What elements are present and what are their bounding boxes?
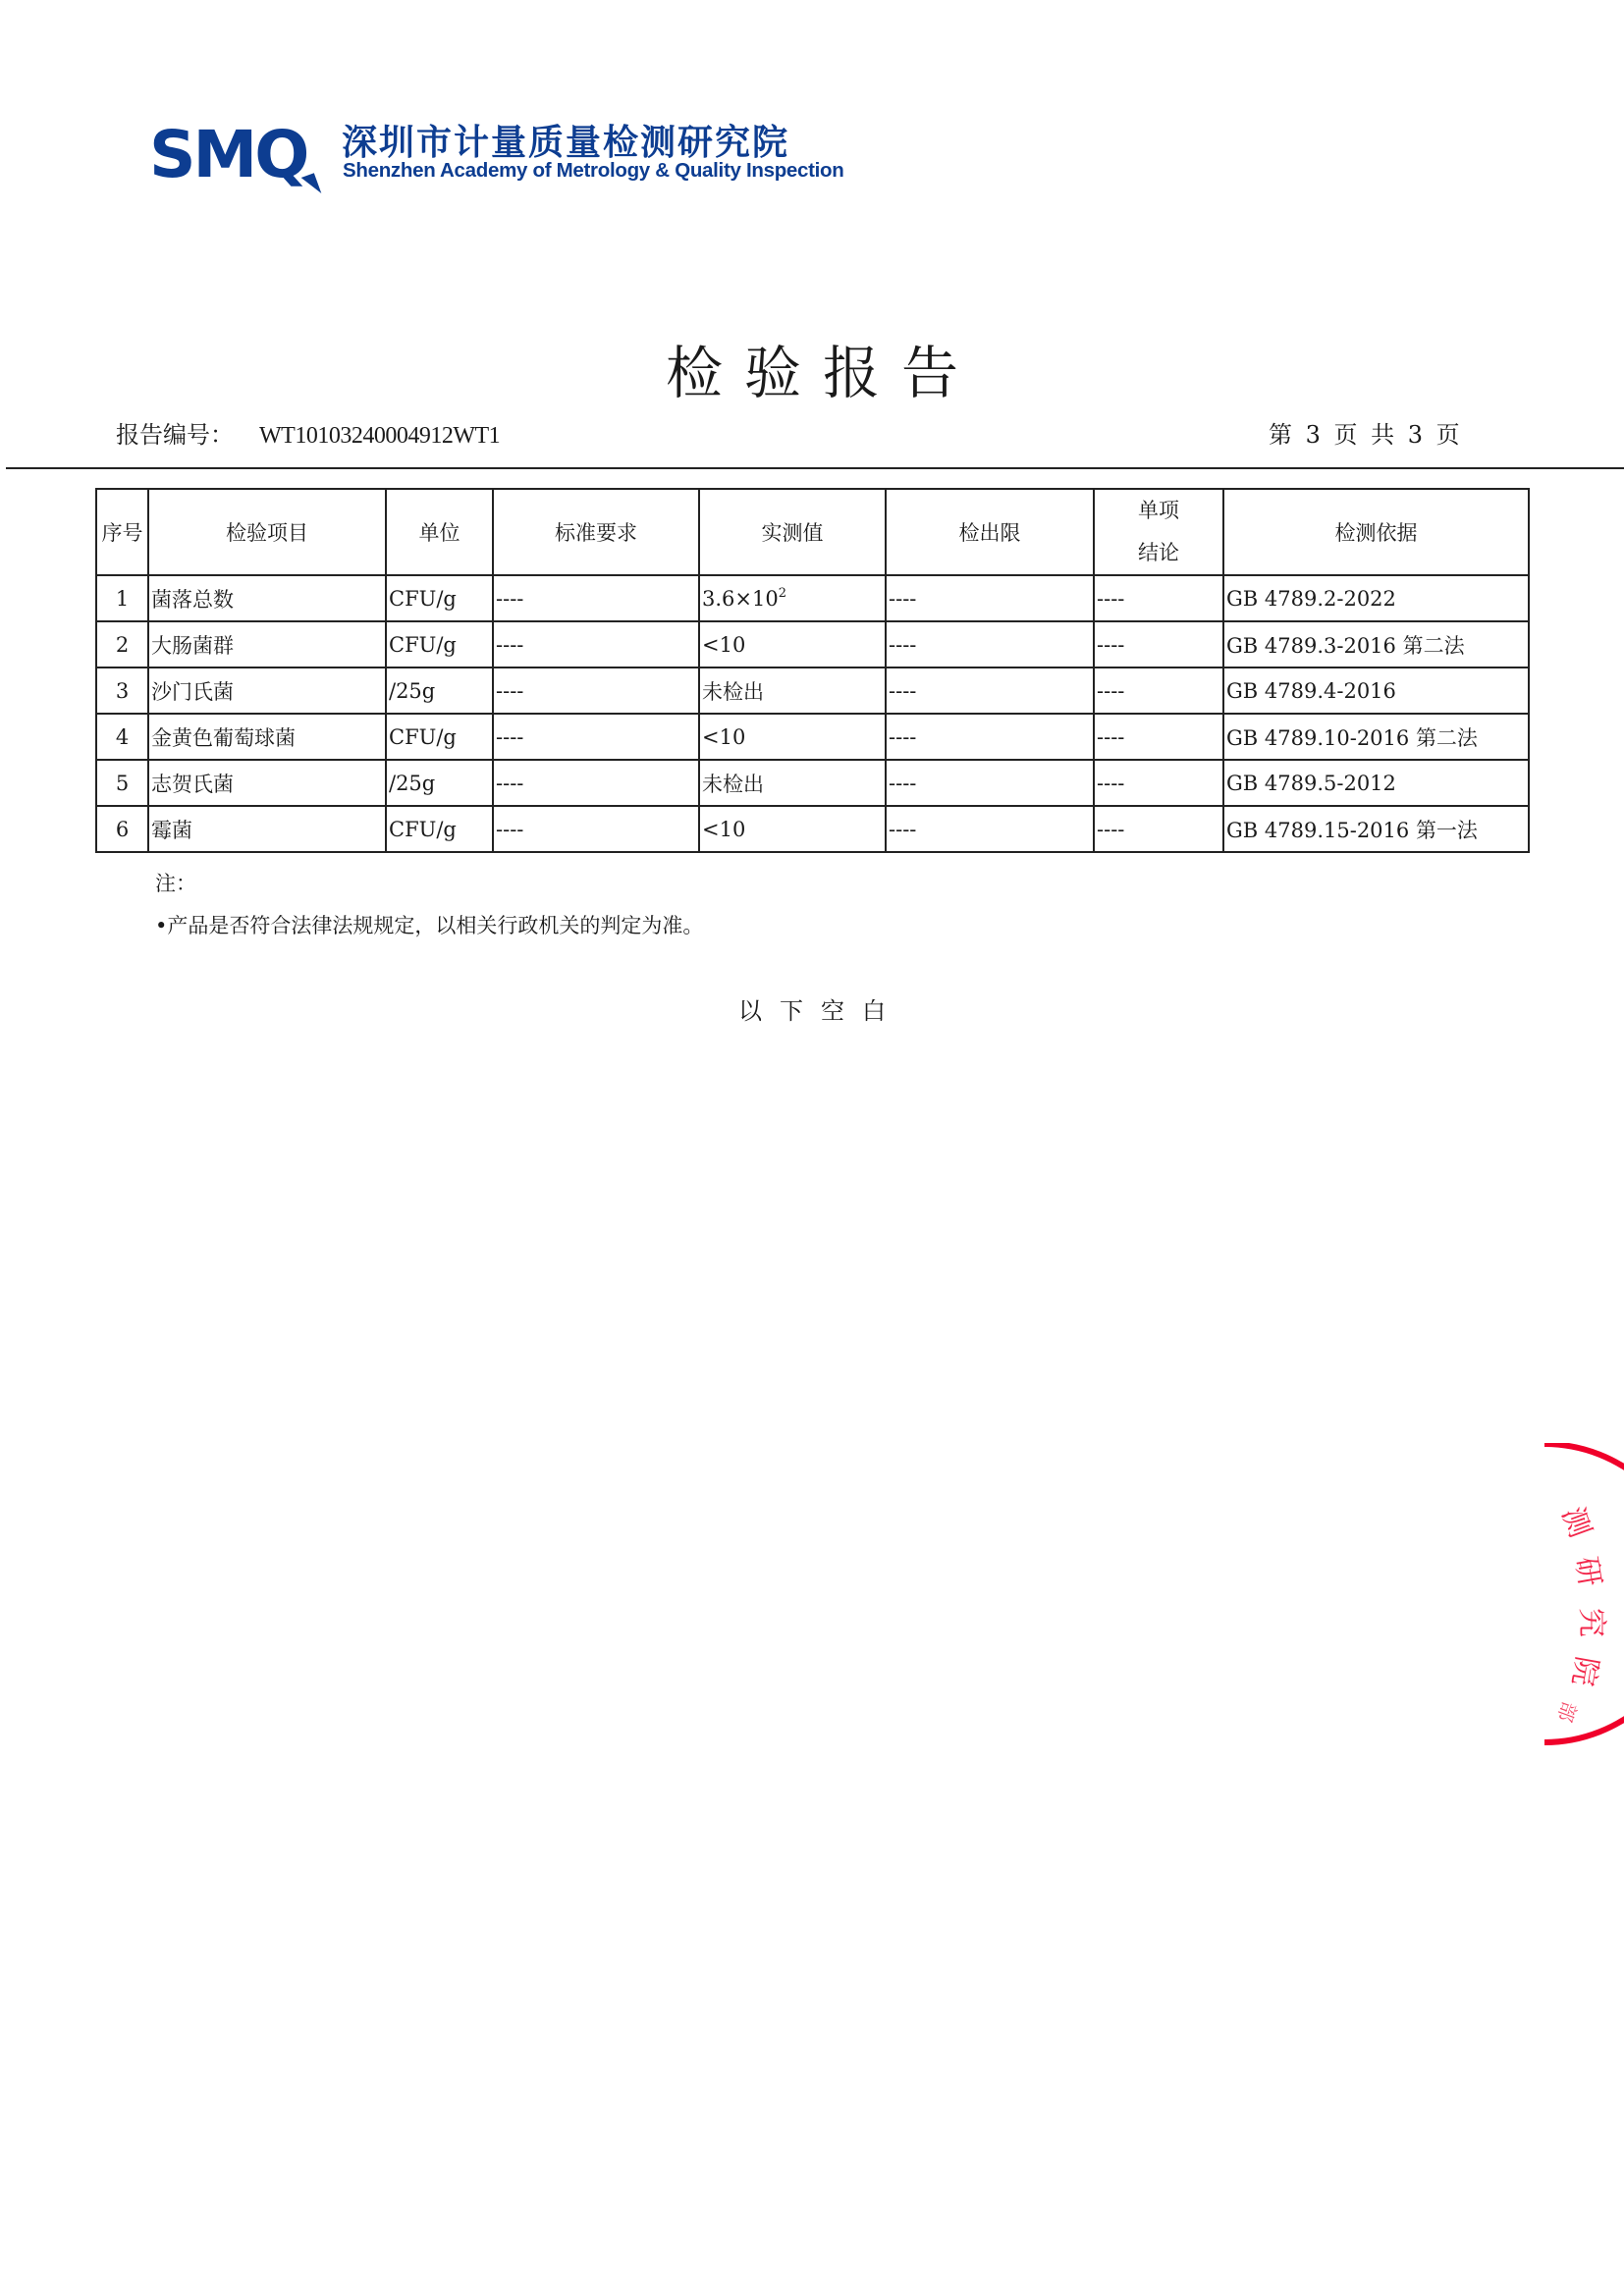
cell-measured: <10 <box>699 714 886 760</box>
cell-unit: /25g <box>386 760 493 806</box>
measured-base: 3.6×10 <box>702 586 779 611</box>
note-text: •产品是否符合法律法规规定，以相关行政机关的判定为准。 <box>155 914 704 937</box>
cell-detection-limit: ---- <box>886 760 1094 806</box>
cell-basis: GB 4789.10-2016 第二法 <box>1223 714 1529 760</box>
cell-detection-limit: ---- <box>886 667 1094 714</box>
cell-measured: 未检出 <box>699 667 886 714</box>
measured-exponent: 2 <box>778 585 786 601</box>
org-name-cn: 深圳市计量质量检测研究院 <box>342 123 790 163</box>
header-measured: 实测值 <box>699 489 886 575</box>
cell-item: 大肠菌群 <box>148 621 386 667</box>
report-number: WT10103240004912WT1 <box>259 423 501 449</box>
cell-item: 志贺氏菌 <box>148 760 386 806</box>
cell-item: 霉菌 <box>148 806 386 852</box>
cell-unit: CFU/g <box>386 621 493 667</box>
cell-index: 1 <box>96 575 148 621</box>
cell-unit: CFU/g <box>386 714 493 760</box>
note-label: 注： <box>155 872 196 895</box>
svg-text:部: 部 <box>1552 1698 1582 1726</box>
cell-basis: GB 4789.5-2012 <box>1223 760 1529 806</box>
cell-conclusion: ---- <box>1094 806 1223 852</box>
cell-index: 4 <box>96 714 148 760</box>
cell-basis: GB 4789.4-2016 <box>1223 667 1529 714</box>
svg-text:研: 研 <box>1568 1554 1607 1589</box>
cell-item: 金黄色葡萄球菌 <box>148 714 386 760</box>
cell-unit: CFU/g <box>386 575 493 621</box>
header-unit: 单位 <box>386 489 493 575</box>
logo-q-tail-icon <box>301 173 322 197</box>
table-row <box>96 667 1529 714</box>
table-row <box>96 806 1529 852</box>
header-conclusion <box>1094 489 1223 575</box>
cell-standard: ---- <box>493 667 699 714</box>
svg-text:测: 测 <box>1554 1502 1597 1542</box>
cell-conclusion: ---- <box>1094 760 1223 806</box>
cell-standard: ---- <box>493 760 699 806</box>
cell-standard: ---- <box>493 714 699 760</box>
svg-text:究: 究 <box>1574 1608 1608 1637</box>
report-number-label: 报告编号： <box>116 421 234 449</box>
cell-detection-limit: ---- <box>886 575 1094 621</box>
cell-item: 菌落总数 <box>148 575 386 621</box>
header-divider <box>6 467 1624 469</box>
table-row <box>96 575 1529 621</box>
official-seal-icon <box>1544 1443 1624 1747</box>
cell-index: 6 <box>96 806 148 852</box>
table-header-row <box>96 489 1529 575</box>
cell-unit: CFU/g <box>386 806 493 852</box>
cell-basis: GB 4789.2-2022 <box>1223 575 1529 621</box>
header-basis: 检测依据 <box>1223 489 1529 575</box>
logo-mark: SMQ <box>149 117 307 192</box>
table-row <box>96 621 1529 667</box>
cell-conclusion: ---- <box>1094 714 1223 760</box>
cell-basis: GB 4789.3-2016 第二法 <box>1223 621 1529 667</box>
header-conclusion-line1: 单项 <box>1138 499 1179 522</box>
cell-basis: GB 4789.15-2016 第一法 <box>1223 806 1529 852</box>
header-detection-limit: 检出限 <box>886 489 1094 575</box>
cell-index: 2 <box>96 621 148 667</box>
header-standard: 标准要求 <box>493 489 699 575</box>
table-row <box>96 760 1529 806</box>
cell-index: 3 <box>96 667 148 714</box>
cell-detection-limit: ---- <box>886 621 1094 667</box>
blank-below-marker: 以下空白 <box>738 997 903 1025</box>
cell-conclusion: ---- <box>1094 667 1223 714</box>
org-name-en: Shenzhen Academy of Metrology & Quality Inspection <box>343 159 844 182</box>
cell-measured: <10 <box>699 621 886 667</box>
cell-standard: ---- <box>493 575 699 621</box>
cell-standard: ---- <box>493 621 699 667</box>
document-title: 检验报告 <box>665 340 980 406</box>
cell-item: 沙门氏菌 <box>148 667 386 714</box>
cell-index: 5 <box>96 760 148 806</box>
svg-text:院: 院 <box>1564 1653 1604 1689</box>
cell-detection-limit: ---- <box>886 806 1094 852</box>
cell-measured: 未检出 <box>699 760 886 806</box>
cell-measured: <10 <box>699 806 886 852</box>
cell-detection-limit: ---- <box>886 714 1094 760</box>
cell-conclusion: ---- <box>1094 575 1223 621</box>
cell-unit: /25g <box>386 667 493 714</box>
results-table <box>95 488 1530 853</box>
cell-standard: ---- <box>493 806 699 852</box>
header-index: 序号 <box>96 489 148 575</box>
header-item: 检验项目 <box>148 489 386 575</box>
cell-conclusion: ---- <box>1094 621 1223 667</box>
page-info: 第 3 页 共 3 页 <box>1269 421 1460 449</box>
header-conclusion-line2: 结论 <box>1138 541 1179 564</box>
table-row <box>96 714 1529 760</box>
cell-measured <box>699 575 886 621</box>
report-number-line <box>116 418 500 453</box>
